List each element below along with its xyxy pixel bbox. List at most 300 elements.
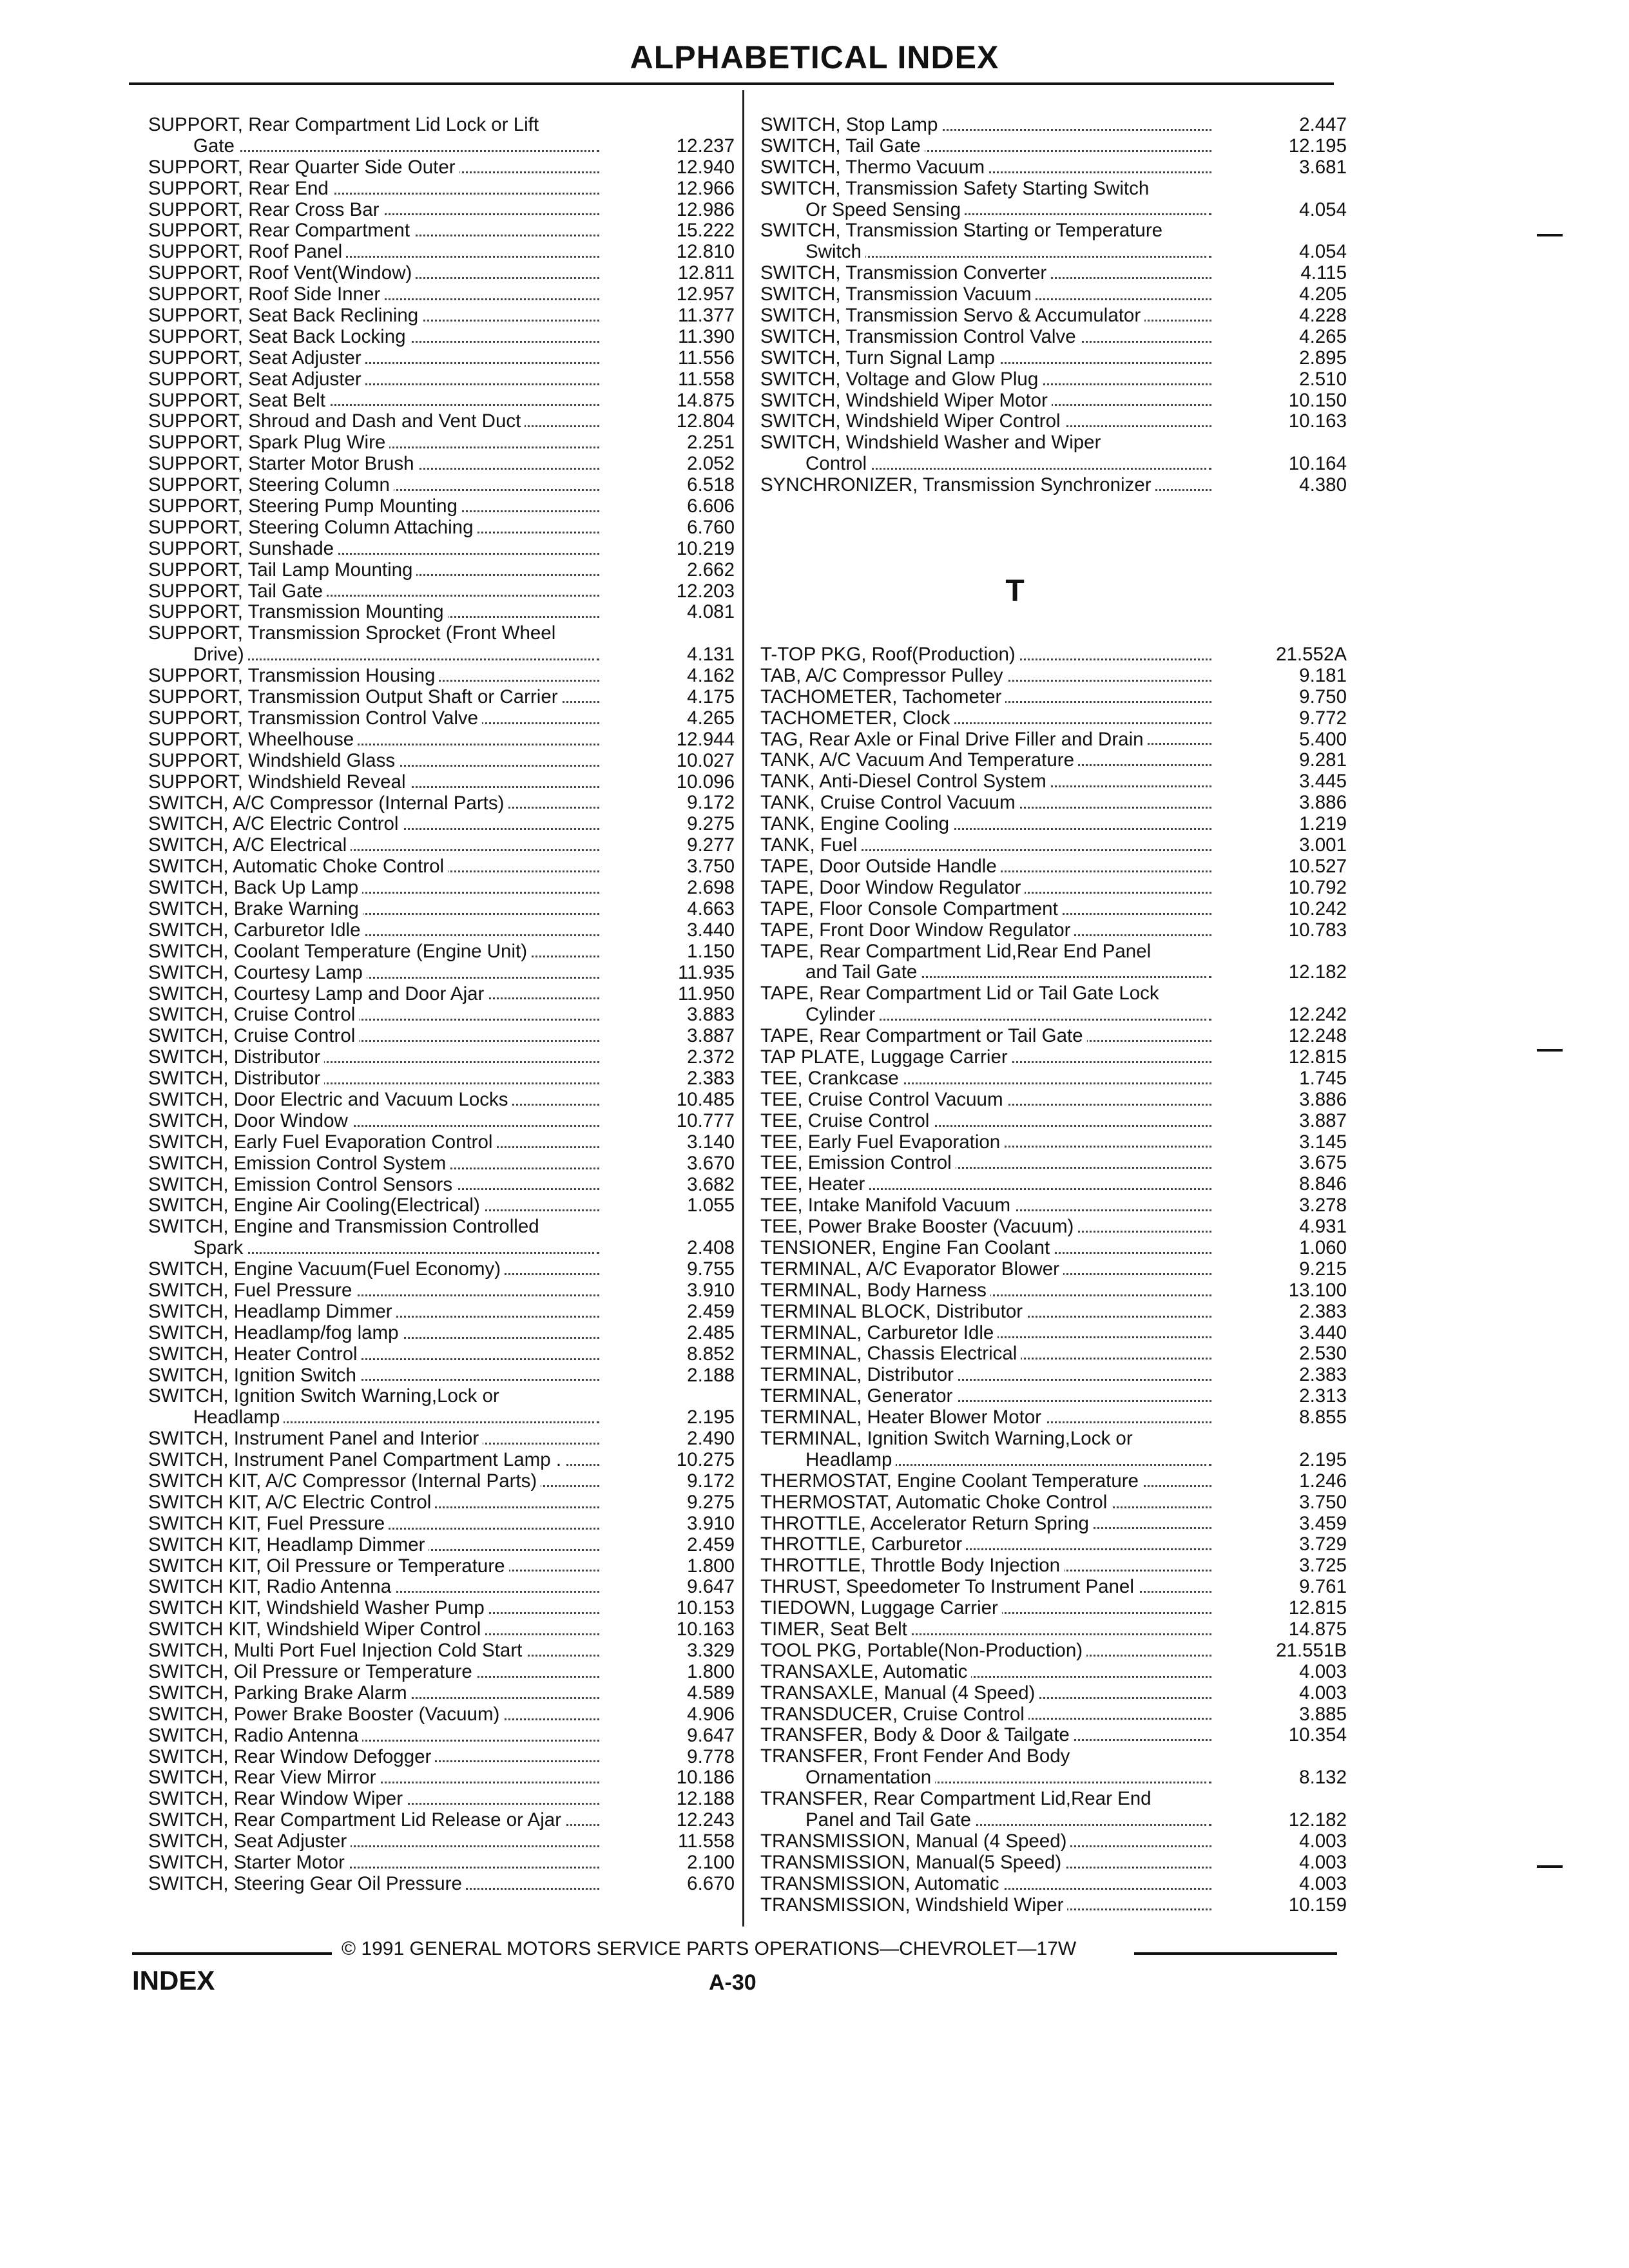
index-entry-line [760, 411, 1347, 432]
index-entry-page-ref: 4.931 [1224, 1216, 1347, 1238]
index-entry-page-ref: 3.445 [1224, 771, 1347, 793]
index-entry [148, 623, 735, 666]
index-entry [760, 1280, 1347, 1302]
index-entry-line [760, 1365, 1347, 1386]
index-entry-text: SWITCH, Steering Gear Oil Pressure [148, 1873, 466, 1894]
index-entry-page-ref: 2.195 [1224, 1450, 1347, 1471]
index-entry-text: SUPPORT, Transmission Housing [148, 665, 439, 686]
index-entry-line [760, 1068, 1347, 1090]
index-entry-line [148, 305, 735, 327]
index-entry-page-ref: 10.219 [612, 539, 735, 560]
index-entry-page-ref: 3.885 [1224, 1704, 1347, 1725]
index-entry [760, 899, 1347, 920]
index-entry-page-ref: 3.729 [1224, 1534, 1347, 1555]
index-entry-text: SWITCH, Automatic Choke Control [148, 856, 448, 877]
index-entry-line [148, 941, 735, 963]
index-entry-text: TERMINAL, Heater Blower Motor [760, 1407, 1045, 1428]
index-entry-page-ref: 11.390 [612, 327, 735, 348]
index-entry-line [760, 729, 1347, 751]
footer-copyright: © 1991 GENERAL MOTORS SERVICE PARTS OPERATIONS—CHEVROLET—17W [342, 1938, 1077, 1959]
index-entry-page-ref: 4.265 [1224, 327, 1347, 348]
index-entry-text: TAPE, Rear Compartment Lid,Rear End Panel [760, 941, 1155, 962]
index-entry-page-ref: 1.055 [612, 1195, 735, 1216]
index-entry [148, 115, 735, 157]
index-entry-text: SUPPORT, Rear Compartment [148, 220, 414, 241]
index-entry [148, 327, 735, 348]
index-entry-page-ref: 4.162 [612, 666, 735, 687]
index-entry-text: SWITCH, Emission Control System [148, 1153, 450, 1174]
index-entry-page-ref: 9.772 [1224, 708, 1347, 729]
index-entry-line [760, 878, 1347, 899]
index-entry-text: TEE, Cruise Control Vacuum [760, 1089, 1007, 1110]
index-entry-continuation [148, 1407, 735, 1428]
index-entry [760, 1662, 1347, 1683]
section-letter-heading: T [1005, 574, 1025, 609]
index-entry-text: TAPE, Door Window Regulator [760, 877, 1025, 898]
index-entry-page-ref: 3.910 [612, 1280, 735, 1302]
index-entry-page-ref: 1.800 [612, 1662, 735, 1683]
index-entry-line [148, 220, 735, 242]
index-entry-page-ref: 6.670 [612, 1874, 735, 1895]
index-entry-page-ref: 10.527 [1224, 856, 1347, 878]
index-entry-page-ref: 9.750 [1224, 687, 1347, 708]
index-entry-line [148, 581, 735, 602]
index-entry-line [760, 1090, 1347, 1111]
index-entry-page-ref: 2.188 [612, 1365, 735, 1387]
index-entry-line [148, 1810, 735, 1831]
index-entry-line [148, 1365, 735, 1387]
index-entry-page-ref: 9.778 [612, 1747, 735, 1768]
index-entry-line [760, 1704, 1347, 1725]
index-entry-page-ref: 10.150 [1224, 390, 1347, 412]
dot-leader [193, 150, 599, 152]
index-entry-text: SWITCH, Stop Lamp [760, 114, 941, 135]
index-entry [148, 454, 735, 475]
index-entry [148, 1683, 735, 1704]
index-entry [760, 644, 1347, 666]
index-entry-text: TRANSAXLE, Automatic [760, 1661, 971, 1682]
index-entry [760, 708, 1347, 729]
index-entry-text: TOOL PKG, Portable(Non-Production) [760, 1640, 1086, 1661]
index-entry-continuation [760, 1450, 1347, 1471]
index-entry-page-ref: 10.275 [612, 1450, 735, 1471]
index-entry [760, 1852, 1347, 1874]
index-entry-page-ref: 2.383 [1224, 1302, 1347, 1323]
section-spacer [760, 496, 1347, 539]
index-entry [148, 1514, 735, 1535]
index-entry-page-ref: 9.181 [1224, 666, 1347, 687]
index-entry-line [760, 1874, 1347, 1895]
index-entry [148, 517, 735, 539]
index-entry [760, 1386, 1347, 1407]
index-entry-line [148, 878, 735, 899]
index-entry [148, 1640, 735, 1662]
index-entry-page-ref: 10.159 [1224, 1895, 1347, 1916]
index-entry [760, 115, 1347, 136]
index-entry-line [760, 708, 1347, 729]
index-entry-text: SWITCH, Rear Compartment Lid Release or Ajar [148, 1809, 565, 1831]
index-entry-text: TAP PLATE, Luggage Carrier [760, 1046, 1012, 1068]
index-entry [148, 1259, 735, 1280]
index-entry-text: SWITCH, Rear Window Defogger [148, 1746, 435, 1767]
index-entry-page-ref: 12.237 [612, 136, 735, 157]
index-entry-text: SWITCH, Engine and Transmission Controlled [148, 1216, 543, 1237]
index-entry [760, 1725, 1347, 1746]
index-entry-text: TAPE, Rear Compartment Lid or Tail Gate Lock [760, 983, 1163, 1004]
index-entry-text: SWITCH, Engine Air Cooling(Electrical) [148, 1195, 484, 1216]
index-entry-line [148, 1111, 735, 1132]
index-entry-text: SWITCH, Parking Brake Alarm [148, 1682, 411, 1704]
index-entry-text: SWITCH, Distributor [148, 1068, 324, 1089]
index-entry-line [760, 920, 1347, 941]
index-entry-line [760, 687, 1347, 708]
index-entry [148, 1195, 735, 1216]
index-entry-continuation [148, 644, 735, 666]
index-entry-line [148, 687, 735, 708]
index-entry-text: SUPPORT, Roof Vent(Window) [148, 262, 416, 284]
index-entry [148, 432, 735, 454]
index-entry-text: TIEDOWN, Luggage Carrier [760, 1597, 1002, 1619]
index-entry-text: SUPPORT, Seat Adjuster [148, 347, 365, 369]
index-entry [760, 771, 1347, 793]
index-entry-text: SUPPORT, Rear Cross Bar [148, 199, 383, 220]
index-entry-page-ref: 12.957 [612, 284, 735, 305]
index-entry [760, 284, 1347, 305]
index-entry-text: Switch [805, 241, 865, 262]
index-entry-text: TANK, Cruise Control Vacuum [760, 792, 1019, 813]
index-entry-text: SWITCH, Power Brake Booster (Vacuum) [148, 1704, 503, 1725]
index-entry-page-ref: 12.188 [612, 1789, 735, 1810]
index-entry [148, 1323, 735, 1344]
index-entry-line [760, 1407, 1347, 1428]
index-entry-page-ref: 4.054 [1224, 242, 1347, 263]
index-entry-page-ref: 10.027 [612, 751, 735, 772]
index-entry [760, 1874, 1347, 1895]
index-entry-page-ref: 12.182 [1224, 1810, 1347, 1831]
index-entry-page-ref: 2.485 [612, 1323, 735, 1344]
index-entry-line [760, 1725, 1347, 1746]
index-entry-page-ref: 12.811 [612, 263, 735, 284]
index-entry [760, 1026, 1347, 1047]
index-entry [148, 793, 735, 814]
index-entry-text: SYNCHRONIZER, Transmission Synchronizer [760, 474, 1155, 495]
index-entry [148, 305, 735, 327]
index-entry [148, 1619, 735, 1640]
index-entry-page-ref: 4.003 [1224, 1683, 1347, 1704]
index-entry-text: TERMINAL, Generator [760, 1385, 956, 1407]
index-entry-page-ref: 6.518 [612, 475, 735, 496]
index-entry-text: Or Speed Sensing [805, 199, 965, 220]
index-entry [148, 878, 735, 899]
index-entry-line [760, 1471, 1347, 1492]
index-entry-text: SWITCH, Ignition Switch Warning,Lock or [148, 1385, 503, 1407]
index-entry [760, 327, 1347, 348]
index-entry [148, 1450, 735, 1471]
index-entry [148, 157, 735, 178]
index-entry-page-ref: 3.887 [1224, 1111, 1347, 1132]
index-entry-page-ref: 1.745 [1224, 1068, 1347, 1090]
index-entry-page-ref: 8.132 [1224, 1767, 1347, 1789]
index-entry-page-ref: 2.459 [612, 1535, 735, 1556]
index-entry-line [148, 475, 735, 496]
index-entry-text: TERMINAL BLOCK, Distributor [760, 1301, 1027, 1322]
index-entry-text: THERMOSTAT, Automatic Choke Control [760, 1492, 1111, 1513]
index-entry [148, 496, 735, 517]
index-entry-page-ref: 4.003 [1224, 1662, 1347, 1683]
index-entry [148, 687, 735, 708]
index-entry-page-ref: 2.408 [612, 1238, 735, 1259]
index-entry-line [148, 1598, 735, 1619]
index-entry-text: SUPPORT, Tail Gate [148, 581, 327, 602]
index-entry-line [760, 750, 1347, 771]
index-entry-text: TRANSAXLE, Manual (4 Speed) [760, 1682, 1039, 1704]
index-entry-text: TANK, Engine Cooling [760, 813, 953, 834]
index-entry-line [760, 1195, 1347, 1216]
index-entry-page-ref: 1.219 [1224, 814, 1347, 835]
index-entry-page-ref: 11.377 [612, 305, 735, 327]
index-entry-line [148, 1323, 735, 1344]
index-entry [760, 1619, 1347, 1640]
index-entry-text: SWITCH, Carburetor Idle [148, 919, 365, 941]
index-entry-line [760, 348, 1347, 369]
index-entry-page-ref: 3.750 [612, 856, 735, 878]
index-entry-page-ref: 12.815 [1224, 1598, 1347, 1619]
footer-rule-left [132, 1952, 332, 1955]
index-entry-text: Spark [193, 1237, 247, 1258]
index-entry-text: Headlamp [193, 1407, 284, 1428]
index-entry-line [148, 1767, 735, 1789]
index-entry [148, 1344, 735, 1365]
index-entry-page-ref: 3.278 [1224, 1195, 1347, 1216]
index-entry-line [760, 136, 1347, 157]
index-entry [760, 1407, 1347, 1428]
index-entry [148, 1471, 735, 1492]
index-entry [760, 1640, 1347, 1662]
index-entry [760, 178, 1347, 221]
index-entry-text: Drive) [193, 644, 248, 665]
index-entry-page-ref: 3.440 [612, 920, 735, 941]
index-entry [760, 157, 1347, 178]
index-entry [148, 560, 735, 581]
index-entry-text: SWITCH, Distributor [148, 1046, 324, 1068]
index-entry-text: TRANSMISSION, Automatic [760, 1873, 1003, 1894]
index-entry [148, 1047, 735, 1068]
index-entry-text: SUPPORT, Seat Belt [148, 390, 329, 411]
index-entry-text: SWITCH, Windshield Wiper Control [760, 410, 1065, 432]
index-entry-text: SUPPORT, Windshield Glass [148, 750, 399, 771]
index-entry-line [760, 1619, 1347, 1640]
index-entry-page-ref: 10.163 [1224, 411, 1347, 432]
footer-page-number: A-30 [709, 1970, 757, 1995]
index-entry [148, 1302, 735, 1323]
index-entry-line [148, 390, 735, 412]
index-entry-page-ref: 13.100 [1224, 1280, 1347, 1302]
index-entry-text: SWITCH, Rear View Mirror [148, 1767, 380, 1788]
index-entry-page-ref: 3.886 [1224, 793, 1347, 814]
index-entry-line [148, 666, 735, 687]
index-entry-line [760, 1386, 1347, 1407]
index-entry-text: TERMINAL, Carburetor Idle [760, 1322, 998, 1343]
dot-leader [193, 658, 599, 660]
index-entry-line [760, 1789, 1347, 1810]
index-entry [148, 1026, 735, 1047]
index-entry-page-ref: 6.606 [612, 496, 735, 517]
index-entry-text: TACHOMETER, Clock [760, 707, 954, 729]
index-entry [760, 1492, 1347, 1514]
index-entry-line [148, 793, 735, 814]
index-entry-page-ref: 12.810 [612, 242, 735, 263]
index-entry-page-ref: 10.242 [1224, 899, 1347, 920]
index-entry-page-ref: 12.203 [612, 581, 735, 602]
index-entry-page-ref: 4.589 [612, 1683, 735, 1704]
index-entry-page-ref: 4.906 [612, 1704, 735, 1725]
index-entry-line [148, 517, 735, 539]
index-entry [760, 729, 1347, 751]
index-entry [760, 1746, 1347, 1789]
index-entry-line [760, 1026, 1347, 1047]
index-entry [760, 1789, 1347, 1831]
index-entry [148, 242, 735, 263]
index-entry [760, 793, 1347, 814]
index-entry-page-ref: 8.855 [1224, 1407, 1347, 1428]
index-entry-page-ref: 12.966 [612, 178, 735, 200]
index-entry-text: Headlamp [805, 1449, 896, 1470]
index-entry [148, 1365, 735, 1387]
index-entry [760, 1323, 1347, 1344]
index-entry-text: SWITCH, Tail Gate [760, 135, 925, 157]
index-entry [148, 1662, 735, 1683]
index-entry [148, 220, 735, 242]
index-entry [148, 1386, 735, 1428]
index-entry-line [148, 200, 735, 221]
index-entry-text: SWITCH, Starter Motor [148, 1852, 349, 1873]
index-entry-line [148, 284, 735, 305]
index-entry-text: TAG, Rear Axle or Final Drive Filler and Drain [760, 729, 1148, 750]
index-entry-text: TEE, Emission Control [760, 1152, 956, 1173]
index-entry-page-ref: 9.647 [612, 1577, 735, 1598]
index-entry-text: TANK, Anti-Diesel Control System [760, 771, 1050, 792]
index-entry-line [760, 1174, 1347, 1195]
index-entry-text: SUPPORT, Transmission Control Valve [148, 707, 482, 729]
index-entry [760, 666, 1347, 687]
index-entry-text: TRANSMISSION, Manual(5 Speed) [760, 1852, 1065, 1873]
index-entry-text: SWITCH, Heater Control [148, 1343, 361, 1365]
index-entry-line [148, 1683, 735, 1704]
index-entry-page-ref: 8.852 [612, 1344, 735, 1365]
index-entry-text: SUPPORT, Rear End [148, 178, 333, 199]
index-entry-page-ref: 2.698 [612, 878, 735, 899]
index-entry-page-ref: 2.459 [612, 1302, 735, 1323]
index-entry-text: SUPPORT, Transmission Mounting [148, 601, 448, 622]
index-entry-line [148, 348, 735, 369]
index-entry-page-ref: 3.329 [612, 1640, 735, 1662]
index-entry-page-ref: 10.777 [612, 1111, 735, 1132]
index-entry-text: TERMINAL, Body Harness [760, 1280, 990, 1301]
index-entry-line [760, 666, 1347, 687]
index-entry [760, 411, 1347, 432]
index-entry-text: TEE, Cruise Control [760, 1110, 933, 1131]
index-entry-page-ref: 3.140 [612, 1132, 735, 1153]
index-entry-line [148, 1874, 735, 1895]
index-entry-text: THERMOSTAT, Engine Coolant Temperature [760, 1470, 1142, 1492]
index-entry-text: TAPE, Front Door Window Regulator [760, 919, 1074, 941]
index-entry-page-ref: 2.052 [612, 454, 735, 475]
index-entry-text: TIMER, Seat Belt [760, 1619, 911, 1640]
index-entry-line [148, 856, 735, 878]
index-entry-text: Control [805, 453, 871, 474]
index-entry-text: SWITCH, Voltage and Glow Plug [760, 369, 1042, 390]
index-entry-text: SWITCH, Emission Control Sensors [148, 1174, 456, 1195]
index-entry-page-ref: 2.662 [612, 560, 735, 581]
index-entry [148, 899, 735, 920]
index-entry [148, 1852, 735, 1874]
index-entry [760, 1047, 1347, 1068]
index-entry-page-ref: 6.760 [612, 517, 735, 539]
index-entry-text: SWITCH, Transmission Starting or Temperature [760, 220, 1166, 241]
column-divider [742, 90, 744, 1927]
index-entry-page-ref: 4.663 [612, 899, 735, 920]
index-entry-line [148, 1280, 735, 1302]
index-entry [148, 1831, 735, 1852]
index-entry-text: SWITCH, Multi Port Fuel Injection Cold Start [148, 1640, 526, 1661]
index-entry-line [148, 560, 735, 581]
index-entry [148, 1535, 735, 1556]
index-entry [148, 348, 735, 369]
index-entry-line [760, 1640, 1347, 1662]
index-entry-text: SUPPORT, Tail Lamp Mounting [148, 559, 416, 581]
index-entry-page-ref: 4.205 [1224, 284, 1347, 305]
index-entry [760, 1514, 1347, 1535]
index-entry-page-ref: 2.510 [1224, 369, 1347, 390]
index-entry [148, 1280, 735, 1302]
index-entry-text: TRANSMISSION, Windshield Wiper [760, 1894, 1067, 1916]
index-entry-text: TAPE, Floor Console Compartment [760, 898, 1062, 919]
index-entry-line [148, 1302, 735, 1323]
index-entry [148, 1153, 735, 1175]
index-entry-page-ref: 12.944 [612, 729, 735, 751]
index-entry-text: TANK, A/C Vacuum And Temperature [760, 749, 1078, 771]
index-entry [148, 920, 735, 941]
index-entry-line [760, 1598, 1347, 1619]
index-entry [148, 1767, 735, 1789]
index-entry-page-ref: 9.275 [612, 1492, 735, 1514]
index-entry [148, 1704, 735, 1725]
index-entry-page-ref: 9.277 [612, 835, 735, 856]
index-entry-page-ref: 11.558 [612, 1831, 735, 1852]
index-entry-line [760, 899, 1347, 920]
index-entry-page-ref: 12.804 [612, 411, 735, 432]
index-entry-text: SUPPORT, Seat Adjuster [148, 369, 365, 390]
index-entry-page-ref: 10.096 [612, 772, 735, 793]
index-entry-page-ref: 3.883 [612, 1004, 735, 1026]
index-entry-text: TRANSFER, Body & Door & Tailgate [760, 1724, 1074, 1745]
index-entry [760, 1831, 1347, 1852]
index-entry [760, 1704, 1347, 1725]
index-entry-page-ref: 12.243 [612, 1810, 735, 1831]
index-entry-line [148, 1725, 735, 1747]
index-entry-text: SWITCH, Rear Window Wiper [148, 1788, 407, 1809]
index-entry-page-ref: 9.281 [1224, 750, 1347, 771]
index-entry-text: Gate [193, 135, 238, 157]
index-entry-text: TERMINAL, A/C Evaporator Blower [760, 1258, 1063, 1280]
index-entry-page-ref: 1.060 [1224, 1238, 1347, 1259]
index-entry-page-ref: 10.354 [1224, 1725, 1347, 1746]
index-entry-page-ref: 9.761 [1224, 1577, 1347, 1598]
index-entry-line [148, 1619, 735, 1640]
index-entry-text: TERMINAL, Ignition Switch Warning,Lock or [760, 1428, 1137, 1449]
header-rule [129, 82, 1334, 85]
index-entry-text: SWITCH KIT, Headlamp Dimmer [148, 1534, 429, 1555]
